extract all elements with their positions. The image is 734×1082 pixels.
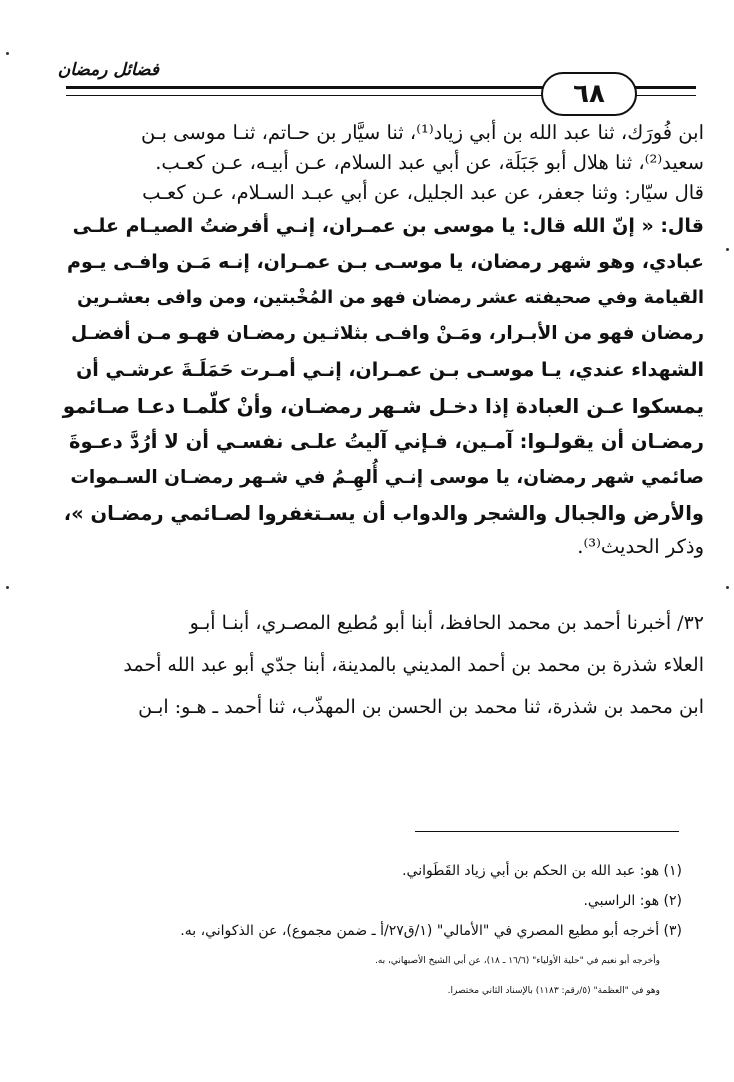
isnad-line: ابن محمد بن شذرة، ثنا محمد بن الحسن بن المهذّب، ثنا أحمد ـ هـو: ابـن	[138, 696, 704, 718]
hadith-text-line: والأرض والجبال والشجر والدواب أن يسـتغفروا لصـائمي رمضـان »،	[63, 502, 704, 525]
running-header-title: فضائل رمضان	[57, 60, 159, 80]
hadith-text-line: يمسكوا عـن العبادة إذا دخـل شـهر رمضـان، وأنْ كلّمـا دعـا صـائمو	[62, 394, 704, 418]
footnote: (٣) أخرجه أبو مطيع المصري في "الأمالي" (١/ق٢٧/أ ـ ضمن مجموع)، عن الذكواني، به.	[180, 923, 682, 939]
text-line: وذكر الحديث⁽³⁾.	[577, 535, 704, 558]
scan-margin-mark	[6, 52, 9, 55]
hadith-32	[62, 602, 704, 728]
scan-margin-mark	[6, 586, 9, 589]
hadith-text-line: قال: « إنّ الله قال: يا موسى بن عمـران، إنـي أفرضتُ الصيـام علـى	[72, 215, 704, 237]
hadith-text-line: الشهداء عندي، يـا موسـى بـن عمـران، إنـي أمـرت حَمَلَـةَ عرشـي أن	[76, 359, 704, 381]
footnotes	[60, 856, 682, 1006]
main-text	[62, 118, 704, 728]
text-line: قال سيّار: وثنا جعفر، عن عبد الجليل، عن أبي عبـد السـلام، عـن كعـب	[142, 181, 704, 204]
text-line: ابن فُورَك، ثنا عبد الله بن أبي زياد⁽¹⁾، ثنا سيَّار بن حـاتم، ثنـا موسى بـن	[140, 121, 704, 144]
hadith-text-line: رمضان فهو من الأبـرار، ومَـنْ وافـى بثلاثـين رمضـان فهـو مـن أفضـل	[71, 323, 704, 344]
hadith-text-line: عبادي، وهو شهر رمضان، يا موسـى بـن عمـران، إنـه مَـن وافـى يـوم	[67, 251, 704, 273]
hadith-text-line: رمضـان أن يقولـوا: آمـين، فـإني آليتُ علـى نفسـي أن لا أرُدَّ دعـوةَ	[69, 430, 704, 453]
footnote: (١) هو: عبد الله بن الحكم بن أبي زياد القَطَواني.	[402, 863, 682, 879]
hadith-text-line: القيامة وفي صحيفته عشر رمضان فهو من المُخْبتين، ومن وافى بعشـرين	[77, 288, 704, 308]
scan-margin-mark	[726, 248, 729, 251]
hadith-text-line: صائمي شهر رمضان، يا موسى إنـي أُلهِـمُ في شـهر رمضـان السـموات	[70, 467, 704, 488]
page-number-badge: ٦٨	[541, 72, 637, 116]
scan-margin-mark	[726, 586, 729, 589]
footnote-continuation: وهو في "العظمة" (٥/رقم: ١١٨٣) بالإسناد الثاني مختصرا.	[447, 986, 660, 996]
isnad-line: العلاء شذرة بن محمد بن أحمد المديني بالمدينة، أبنا جدّي أبو عبد الله أحمد	[123, 654, 704, 676]
footnote-separator	[415, 831, 679, 832]
footnote: (٢) هو: الراسبي.	[583, 893, 682, 909]
footnote-continuation: وأخرجه أبو نعيم في "حلية الأولياء" (١٦/٦ ـ ١٨)، عن أبي الشيخ الأصبهاني، به.	[374, 956, 660, 966]
isnad-line: ٣٢/ أخبرنا أحمد بن محمد الحافظ، أبنا أبو مُطيع المصـري، أبنـا أبـو	[189, 612, 704, 634]
text-line: سعيد⁽²⁾، ثنا هلال أبو جَبَلَة، عن أبي عبد السلام، عـن أبيـه، عـن كعـب.	[155, 151, 704, 174]
